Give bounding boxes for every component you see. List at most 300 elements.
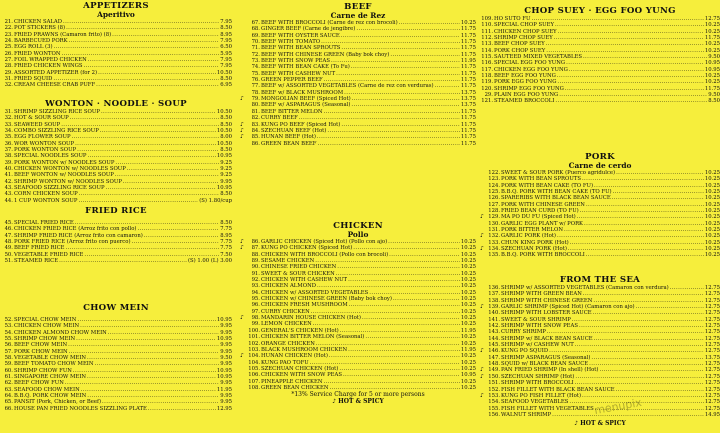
item-name: GINGER BEEF (Carne de jengibre) bbox=[261, 26, 356, 33]
item-price: 12.75 bbox=[704, 361, 720, 368]
item-number: 54. bbox=[4, 329, 13, 336]
item-price: 14.95 bbox=[704, 411, 720, 418]
pork-list bbox=[480, 170, 720, 259]
item-price: 10.25 bbox=[460, 378, 476, 385]
item-price: 11.75 bbox=[460, 140, 476, 147]
item-price: 13.75 bbox=[460, 102, 476, 109]
item-price: 11.95 bbox=[216, 386, 232, 393]
hot-spicy-icon: ♪ bbox=[240, 353, 244, 360]
item-number: 147. bbox=[488, 354, 500, 361]
item-name: EGG ROLL (3) bbox=[14, 44, 53, 51]
item-price: 8.50 bbox=[220, 147, 232, 154]
item-name: SHRIMP WITH BROCCOLI bbox=[501, 380, 574, 387]
item-price: 8.50 bbox=[220, 191, 232, 198]
item-name: B.B.Q. PORK WITH BEAN CAKE (TO FU) bbox=[501, 189, 612, 196]
item-name: CHICKEN w/ ASSORTED VEGETABLES bbox=[261, 289, 369, 296]
item-name: SESAME CHICKEN bbox=[261, 258, 315, 265]
item-price: 10.25 bbox=[704, 233, 720, 240]
item-name: SZECHUAN SHRIMP (Hot) bbox=[501, 373, 575, 380]
item-price: 12.75 bbox=[704, 335, 720, 342]
item-number: 146. bbox=[488, 348, 500, 355]
item-number: 131. bbox=[488, 227, 500, 234]
item-price: 12.75 bbox=[704, 297, 720, 304]
item-name: GARLIC EGG PLANT w/ PORK bbox=[501, 220, 584, 227]
item-name: PAN FRIED SHRIMP (In shell) (Hot) bbox=[501, 367, 599, 374]
item-price: 11.75 bbox=[460, 115, 476, 122]
item-name: SZECHUAN BEEF (Hot) bbox=[261, 127, 327, 134]
item-name: CHINESE FRIED CHICKEN bbox=[261, 264, 337, 271]
item-price: 12.75 bbox=[704, 329, 720, 336]
item-number: 134. bbox=[488, 246, 500, 253]
item-name: SWEET & SOUR SHRIMP bbox=[501, 316, 571, 323]
item-price: 8.50 bbox=[220, 76, 232, 83]
appetizers-title: APPETIZERS bbox=[83, 1, 149, 11]
item-number: 58. bbox=[4, 355, 13, 362]
sea-title: FROM THE SEA bbox=[559, 275, 641, 285]
item-number: 98. bbox=[251, 315, 260, 322]
item-price: 8.50 bbox=[220, 115, 232, 122]
item-price: 9.95 bbox=[220, 361, 232, 368]
item-number: 57. bbox=[4, 348, 13, 355]
item-price: 10.25 bbox=[704, 176, 720, 183]
item-number: 32. bbox=[4, 115, 13, 122]
item-name: BARBECUED PORK bbox=[14, 38, 68, 45]
item-name: CHICKEN WONTON w/ NOODLES SOUP bbox=[14, 166, 126, 173]
item-price: 11.95 bbox=[460, 346, 476, 353]
item-number: 143. bbox=[488, 329, 500, 336]
chow-mein-section bbox=[0, 304, 232, 412]
pork-section bbox=[480, 153, 720, 259]
item-name: HOT & SOUR SOUP bbox=[14, 115, 69, 122]
item-price: 7.50 bbox=[220, 251, 232, 258]
item-name: CHICKEN FRESH MUSHROOM bbox=[261, 302, 348, 309]
dot-leader bbox=[96, 82, 219, 88]
item-name: SHRIMP WITH CHINESE GREEN bbox=[501, 297, 593, 304]
item-number: 93. bbox=[251, 283, 260, 290]
item-name: CHICKEN ALMOND bbox=[261, 283, 316, 290]
item-name: ORANGE CHICKEN bbox=[261, 340, 315, 347]
item-number: 109. bbox=[481, 16, 493, 22]
item-price: 12.75 bbox=[704, 291, 720, 298]
item-name: VEGETABLE FRIED RICE bbox=[14, 251, 84, 258]
item-price: 8.50 bbox=[220, 25, 232, 32]
item-name: BEEF CHOW FUN bbox=[14, 380, 64, 387]
item-number: 73. bbox=[251, 58, 260, 65]
item-price: 11.75 bbox=[460, 26, 476, 33]
item-number: 94. bbox=[251, 289, 260, 296]
item-name: EGG FLOWER SOUP bbox=[14, 134, 71, 141]
item-name: BEEF TOMATO CHOW MEIN bbox=[14, 361, 94, 368]
wonton-section bbox=[0, 100, 232, 204]
item-price: 10.25 bbox=[460, 334, 476, 341]
item-name: CHICKEN FRIED RICE (Arroz frito con pollo) bbox=[14, 226, 137, 233]
item-number: 80. bbox=[251, 102, 260, 109]
item-name: CHICKEN WITH CASHEW NUT bbox=[261, 277, 348, 284]
item-name: BEEF WITH TOMATO bbox=[261, 39, 321, 46]
item-name: PLAIN EGG FOO YUNG bbox=[494, 92, 559, 99]
item-number: 59. bbox=[4, 361, 13, 368]
item-number: 86. bbox=[251, 140, 260, 147]
item-number: 52. bbox=[4, 317, 13, 323]
item-name: SWEET & SOUR PORK (Puerco agridulce) bbox=[501, 170, 616, 176]
sea-hot-spicy-legend: ♪ HOT & SPICY bbox=[574, 420, 626, 428]
hot-spicy-icon: ♪ bbox=[240, 315, 244, 322]
item-number: 140. bbox=[488, 310, 500, 317]
item-price: 12.75 bbox=[704, 342, 720, 349]
item-price: 9.95 bbox=[220, 323, 232, 330]
item-number: 79. bbox=[251, 96, 260, 103]
dot-leader bbox=[148, 406, 216, 412]
item-price: 13.75 bbox=[704, 354, 720, 361]
item-name: FOIL WRAPPED CHICKEN bbox=[14, 57, 87, 64]
item-price: 10.25 bbox=[460, 359, 476, 366]
item-number: 42. bbox=[4, 178, 13, 185]
item-number: 56. bbox=[4, 342, 13, 349]
item-number: 155. bbox=[488, 405, 500, 412]
item-price: 12.75 bbox=[704, 310, 720, 317]
item-number: 156. bbox=[488, 411, 500, 418]
item-number: 29. bbox=[484, 92, 493, 99]
item-name: BEEF FRIED RICE bbox=[14, 245, 65, 252]
item-price: 11.75 bbox=[460, 121, 476, 128]
item-name: B.B.Q. PORK WITH BROCCOLI bbox=[501, 252, 585, 259]
item-price: 11.75 bbox=[460, 77, 476, 84]
item-name: KUNG PAO TOFU bbox=[261, 359, 309, 366]
item-price: 10.50 bbox=[216, 140, 232, 147]
hot-spicy-icon: ♪ bbox=[480, 367, 484, 374]
item-number: 116. bbox=[481, 60, 493, 67]
item-number: 48. bbox=[4, 239, 13, 246]
item-name: ASSORTED APPETIZER (for 2) bbox=[14, 69, 98, 76]
item-name: BEEF WITH BEAN CAKE (To Fu) bbox=[261, 64, 350, 71]
item-number: 142. bbox=[488, 323, 500, 330]
item-price: 10.25 bbox=[704, 208, 720, 215]
item-name: SINGAPORE CHOW MEIN bbox=[14, 374, 87, 381]
beef-title: BEEF bbox=[344, 2, 372, 12]
menu-item bbox=[240, 141, 476, 147]
item-number: 122. bbox=[488, 170, 500, 176]
item-number: 61. bbox=[4, 374, 13, 381]
chicken-section bbox=[240, 222, 476, 405]
hot-spicy-icon: ♪ bbox=[480, 233, 484, 240]
chow-mein-title: CHOW MEIN bbox=[83, 303, 149, 313]
item-price: 10.25 bbox=[460, 315, 476, 322]
item-number: 128. bbox=[488, 208, 500, 215]
menu-item bbox=[480, 98, 720, 104]
item-number: 46. bbox=[4, 226, 13, 233]
item-price: 13.75 bbox=[460, 89, 476, 96]
item-number: 40. bbox=[4, 166, 13, 173]
item-price: 11.75 bbox=[460, 134, 476, 141]
hot-spicy-icon: ♪ bbox=[480, 348, 484, 355]
hot-spicy-icon: ♪ bbox=[240, 134, 244, 141]
item-number: 91. bbox=[251, 270, 260, 277]
item-price: 11.75 bbox=[460, 127, 476, 134]
item-price: 10.25 bbox=[704, 227, 720, 234]
chicken-subtitle: Pollo bbox=[347, 230, 369, 239]
item-price: 10.25 bbox=[704, 170, 720, 176]
item-price: 10.95 bbox=[216, 153, 232, 160]
item-name: KUNG PO BEEF (Spiced Hot) bbox=[261, 121, 341, 128]
item-name: PORK WITH BEAN SPROUTS bbox=[501, 176, 581, 183]
item-price: 10.95 bbox=[216, 317, 232, 323]
item-name: PINEAPPLE CHICKEN bbox=[261, 378, 323, 385]
item-number: 119. bbox=[481, 79, 493, 86]
item-price: 11.75 bbox=[460, 70, 476, 77]
item-price: 12.75 bbox=[704, 399, 720, 406]
item-name: SEAWEED SOUP bbox=[14, 121, 61, 128]
item-price: 10.25 bbox=[460, 277, 476, 284]
item-price: 12.75 bbox=[704, 304, 720, 311]
menu-item bbox=[0, 406, 232, 412]
item-price: 7.75 bbox=[220, 226, 232, 233]
wonton-list bbox=[0, 109, 232, 204]
item-name: BLACK MUSHROOM CHICKEN bbox=[261, 346, 348, 353]
item-name: CHICKEN WITH SNOW PEAS bbox=[261, 372, 342, 379]
item-price: 12.75 bbox=[704, 16, 720, 22]
item-price: 8.50 bbox=[220, 220, 232, 226]
item-number: 153. bbox=[488, 392, 500, 399]
item-number: 148. bbox=[488, 361, 500, 368]
item-number: 104. bbox=[248, 359, 260, 366]
item-number: 44. bbox=[4, 197, 13, 204]
hot-spicy-icon: ♪ bbox=[240, 96, 244, 103]
item-price: 9.25 bbox=[220, 172, 232, 179]
dot-leader bbox=[555, 98, 707, 104]
item-price: 6.50 bbox=[220, 44, 232, 51]
item-number: 81. bbox=[251, 108, 260, 115]
item-number: 99. bbox=[251, 321, 260, 328]
item-number: 112. bbox=[481, 35, 493, 42]
item-price: 7.95 bbox=[220, 19, 232, 25]
item-price: 11.95 bbox=[460, 58, 476, 65]
item-price: 12.75 bbox=[704, 380, 720, 387]
dot-leader bbox=[317, 141, 459, 147]
item-price: 10.50 bbox=[216, 109, 232, 115]
item-price: 11.75 bbox=[460, 39, 476, 46]
item-name: BEEF CHOW MEIN bbox=[14, 342, 68, 349]
item-number: 85. bbox=[251, 134, 260, 141]
item-number: 95. bbox=[251, 296, 260, 303]
item-number: 144. bbox=[488, 335, 500, 342]
item-number: 89. bbox=[251, 258, 260, 265]
item-number: 118. bbox=[481, 73, 493, 80]
item-name: GARLIC PORK (Hot) bbox=[501, 233, 556, 240]
item-name: PANSIT (Pork, Chicken, or Beef) bbox=[14, 399, 102, 406]
chop-suey-title: CHOP SUEY · EGG FOO YUNG bbox=[524, 6, 676, 16]
item-name: GARLIC SHRIMP (Spiced Hot) (Camaron con ajo) bbox=[501, 304, 635, 311]
item-number: 121. bbox=[481, 98, 493, 105]
item-name: CHUN KING PORK (Hot) bbox=[501, 239, 569, 246]
item-name: B.B.Q. PORK CHOW MEIN bbox=[14, 393, 87, 400]
item-name: SHRIMP w/ BLACK BEAN SAUCE bbox=[501, 335, 593, 342]
item-number: 36. bbox=[4, 140, 13, 147]
item-name: SHRIMP w/ CASHEW NUT bbox=[501, 342, 574, 349]
item-name: HUNAN BEEF (Hot) bbox=[261, 134, 316, 141]
item-number: 29. bbox=[4, 69, 13, 76]
item-name: BEEF CHOP SUEY bbox=[494, 41, 545, 48]
item-name: SEAFOOD CHOW MEIN bbox=[14, 386, 80, 393]
item-price: 10.25 bbox=[460, 308, 476, 315]
item-price: 10.25 bbox=[704, 239, 720, 246]
item-name: PORK WONTON w/ NOODLES SOUP bbox=[14, 159, 115, 166]
item-number: 71. bbox=[251, 45, 260, 52]
item-name: PORK FRIED RICE (Arroz frito con puerco) bbox=[14, 239, 131, 246]
dot-leader bbox=[586, 252, 704, 258]
item-name: SPECIAL CHOP SUEY bbox=[494, 22, 554, 29]
item-number: 100. bbox=[248, 327, 260, 334]
item-price: 10.25 bbox=[460, 20, 476, 26]
item-number: 135. bbox=[488, 252, 500, 259]
item-price: 12.75 bbox=[704, 392, 720, 399]
item-name: GREEN PEPPER BEEF bbox=[261, 77, 323, 84]
item-number: 55. bbox=[4, 336, 13, 343]
item-number: 110. bbox=[481, 22, 493, 29]
item-number: 51. bbox=[4, 258, 13, 265]
item-name: SHRIMP WONTON w/ NOODLES SOUP bbox=[14, 178, 122, 185]
item-price: 12.75 bbox=[704, 323, 720, 330]
item-number: 138. bbox=[488, 297, 500, 304]
hot-spicy-icon: ♪ bbox=[240, 245, 244, 252]
item-name: SHRIMP w/ ASSORTED VEGETABLES (Camaron con verdura) bbox=[501, 285, 669, 291]
item-price: 10.25 bbox=[460, 251, 476, 258]
item-price: 9.95 bbox=[220, 178, 232, 185]
item-name: CHICKEN SALAD bbox=[14, 19, 63, 25]
item-number: 72. bbox=[251, 51, 260, 58]
item-number: 97. bbox=[251, 308, 260, 315]
item-name: SZECHUAN CHICKEN (Hot) bbox=[261, 365, 339, 372]
item-price: 10.25 bbox=[460, 340, 476, 347]
item-name: BEEF EGG FOO YUNG bbox=[494, 73, 556, 80]
item-name: SHRIMP CHOP SUEY bbox=[494, 35, 553, 42]
item-name: SPARERIBS WITH BLACK BEAN SAUCE bbox=[501, 195, 611, 202]
item-name: SPECIAL CHOW MEIN bbox=[14, 317, 77, 323]
item-price: 12.75 bbox=[704, 316, 720, 323]
item-name: HOUSE PAN FRIED NOODLES SIZZLING PLATE bbox=[14, 405, 147, 412]
item-number: 96. bbox=[251, 302, 260, 309]
wonton-title: WONTON · NOODLE · SOUP bbox=[45, 99, 187, 109]
hot-spicy-icon: ♪ bbox=[240, 121, 244, 128]
item-number: 24. bbox=[4, 38, 13, 45]
item-number: 84. bbox=[251, 127, 260, 134]
item-price: 9.50 bbox=[220, 355, 232, 362]
item-name: POT STICKERS (8) bbox=[14, 25, 66, 32]
item-number: 90. bbox=[251, 264, 260, 271]
item-name: CORN CHICKEN SOUP bbox=[14, 191, 78, 198]
item-price: 7.95 bbox=[220, 63, 232, 70]
item-price: 10.25 bbox=[704, 189, 720, 196]
item-price: 10.95 bbox=[216, 185, 232, 192]
item-price: 10.95 bbox=[704, 66, 720, 73]
item-number: 37. bbox=[4, 147, 13, 154]
item-price: 9.95 bbox=[220, 342, 232, 349]
item-name: SHRIMP SIZZLING RICE SOUP bbox=[14, 109, 100, 115]
item-name: GREEN BEAN CHICKEN bbox=[261, 384, 329, 391]
item-number: 60. bbox=[4, 367, 13, 374]
menu-item bbox=[0, 258, 232, 264]
item-price: 9.95 bbox=[220, 393, 232, 400]
item-name: PORK WITH BEAN CAKE (TO FU) bbox=[501, 182, 594, 189]
item-price: 9.95 bbox=[220, 399, 232, 406]
item-name: BEEF WITH CHINESE GREEN (Baby bok choy) bbox=[261, 51, 390, 58]
item-price: 11.95 bbox=[460, 327, 476, 334]
chop-suey-section bbox=[480, 7, 720, 105]
item-number: 107. bbox=[248, 378, 260, 385]
item-price: 9.25 bbox=[220, 159, 232, 166]
item-price: 9.95 bbox=[220, 329, 232, 336]
item-number: 28. bbox=[4, 63, 13, 70]
item-price: 11.75 bbox=[460, 108, 476, 115]
item-number: 25. bbox=[4, 44, 13, 51]
item-price: 10.95 bbox=[216, 374, 232, 381]
item-number: 32. bbox=[4, 82, 13, 89]
item-name: BEEF WITH BROCCOLI (Carne de rez con brocoli) bbox=[261, 20, 398, 26]
item-price: 11.75 bbox=[460, 45, 476, 52]
item-number: 103. bbox=[248, 346, 260, 353]
item-number: 136. bbox=[488, 285, 500, 291]
item-name: CREAM CHEESE CRAB PUFF bbox=[14, 82, 96, 89]
item-number: 114. bbox=[481, 47, 493, 54]
hot-spicy-icon: ♪ bbox=[480, 304, 484, 311]
chicken-title: CHICKEN bbox=[333, 221, 383, 231]
item-price: 10.25 bbox=[704, 195, 720, 202]
item-name: SPECIAL EGG FOO YUNG bbox=[494, 60, 566, 67]
item-name: CHICKEN w/ CHINESE GREEN (Baby bok choy) bbox=[261, 296, 392, 303]
item-price: 10.25 bbox=[460, 296, 476, 303]
item-number: 123. bbox=[488, 176, 500, 183]
item-name: VEGETABLE CHOW MEIN bbox=[14, 355, 86, 362]
item-number: 124. bbox=[488, 182, 500, 189]
item-price: 8.50 bbox=[708, 98, 720, 105]
item-price: 9.95 bbox=[220, 380, 232, 387]
fried-rice-list bbox=[0, 220, 232, 264]
item-price: 10.25 bbox=[460, 384, 476, 391]
item-price: 10.25 bbox=[460, 245, 476, 252]
item-price: 8.00 bbox=[220, 134, 232, 141]
item-number: 64. bbox=[4, 393, 13, 400]
item-number: 92. bbox=[251, 277, 260, 284]
menu-item bbox=[480, 252, 720, 258]
item-price: 7.95 bbox=[220, 38, 232, 45]
item-name: LEMON CHICKEN bbox=[261, 321, 312, 328]
chop-suey-list bbox=[480, 16, 720, 105]
item-number: 38. bbox=[4, 153, 13, 160]
item-name: FRIED BEAN CURD (TO FU) bbox=[501, 208, 579, 215]
item-number: 102. bbox=[248, 340, 260, 347]
item-name: SHRIMP FRIED RICE (Arroz frito con camaron) bbox=[14, 232, 143, 239]
item-price: 5.95 bbox=[220, 50, 232, 57]
item-price: 6.95 bbox=[220, 82, 232, 89]
item-name: SQUID w/ BLACK BEAN SAUCE bbox=[501, 361, 589, 368]
item-number: 77. bbox=[251, 83, 260, 90]
dot-leader bbox=[59, 258, 187, 264]
item-number: 152. bbox=[488, 386, 500, 393]
item-price: 12.75 bbox=[704, 386, 720, 393]
item-number: 145. bbox=[488, 342, 500, 349]
item-name: FISH FILLET WITH VEGETABLES bbox=[501, 405, 594, 412]
item-number: 129. bbox=[488, 214, 500, 221]
item-price: 10.25 bbox=[460, 283, 476, 290]
item-name: FISH FILLET WITH BLACK BEAN SAUCE bbox=[501, 386, 615, 393]
item-name: CURRY SHRIMP bbox=[501, 329, 546, 336]
item-name: SHRIMP ASPARAGUS (Seasonal) bbox=[501, 354, 591, 361]
item-price: 11.75 bbox=[704, 35, 720, 42]
item-price: 12.75 bbox=[704, 405, 720, 412]
item-number: 111. bbox=[481, 28, 493, 35]
item-name: MA PO DU FU (Spiced Hot) bbox=[501, 214, 576, 221]
item-number: 106. bbox=[248, 372, 260, 379]
item-number: 34. bbox=[4, 128, 13, 135]
